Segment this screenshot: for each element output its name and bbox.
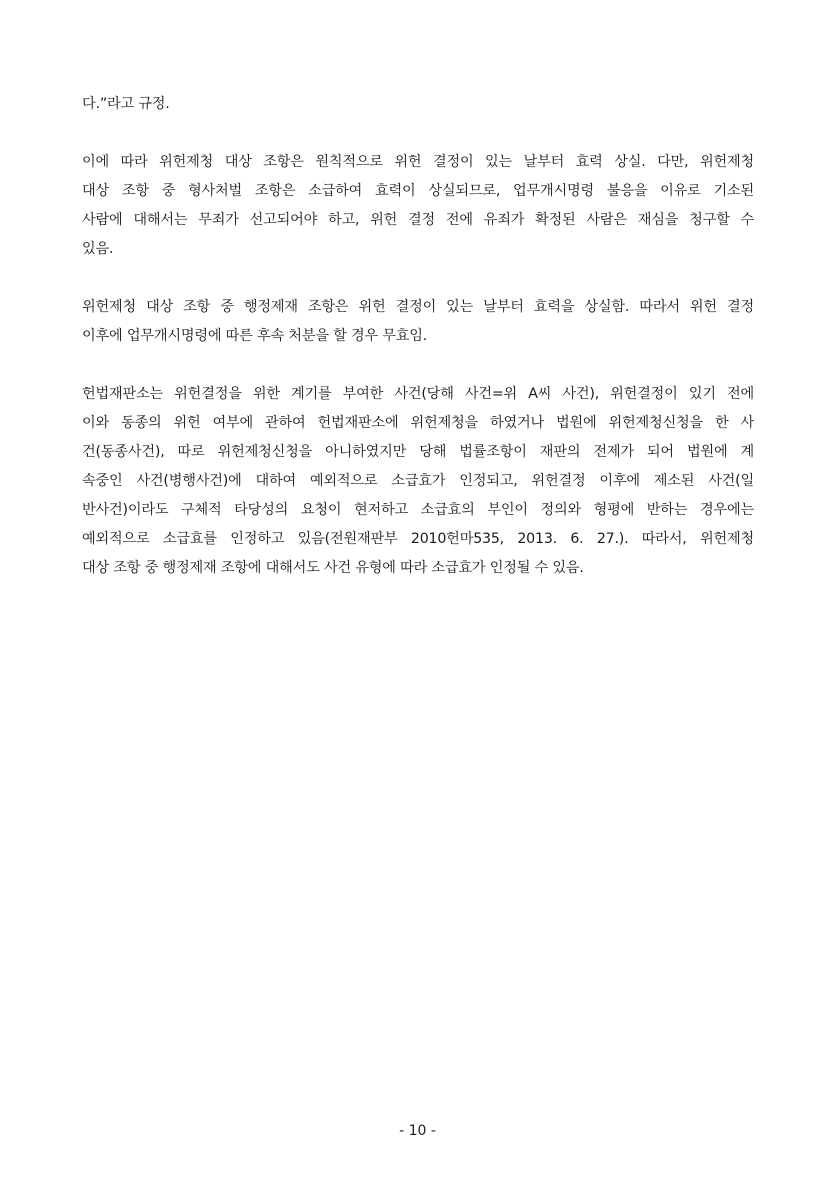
text-line: 이와 동종의 위헌 여부에 관하여 헌법재판소에 위헌제청을 하였거나 법원에 위헌제청신청을 한 사 — [82, 415, 754, 431]
paragraph-3 — [82, 293, 754, 351]
text-line: 반사건)이라도 구체적 타당성의 요청이 현저하고 소급효의 부인이 정의와 형평에 반하는 경우에는 — [82, 502, 754, 518]
text-line: 위헌제청 대상 조항 중 행정제재 조항은 위헌 결정이 있는 날부터 효력을 상실함. 따라서 위헌 결정 — [82, 299, 754, 315]
paragraph-gap — [82, 119, 754, 148]
document-body — [82, 90, 754, 583]
text-line: 이에 따라 위헌제청 대상 조항은 원칙적으로 위헌 결정이 있는 날부터 효력 상실. 다만, 위헌제청 — [82, 154, 754, 170]
paragraph-2 — [82, 148, 754, 264]
text-line: 예외적으로 소급효를 인정하고 있음(전원재판부 2010헌마535, 2013. 6. 27.). 따라서, 위헌제청 — [82, 531, 754, 547]
paragraph-gap — [82, 264, 754, 293]
text-line: 헌법재판소는 위헌결정을 위한 계기를 부여한 사건(당해 사건=위 A씨 사건), 위헌결정이 있기 전에 — [82, 386, 754, 402]
text-line: 이후에 업무개시명령에 따른 후속 처분을 할 경우 무효임. — [82, 328, 428, 344]
page-number: - 10 - — [399, 1123, 436, 1139]
text-line: 건(동종사건), 따로 위헌제청신청을 아니하였지만 당해 법률조항이 재판의 전제가 되어 법원에 계 — [82, 444, 754, 460]
text-line: 다.”라고 규정. — [82, 96, 170, 112]
text-line: 속중인 사건(병행사건)에 대하여 예외적으로 소급효가 인정되고, 위헌결정 이후에 제소된 사건(일 — [82, 473, 754, 489]
text-line: 있음. — [82, 241, 114, 257]
text-line: 대상 조항 중 행정제재 조항에 대해서도 사건 유형에 따라 소급효가 인정될 수 있음. — [82, 560, 584, 576]
paragraph-4 — [82, 380, 754, 583]
text-line: 사람에 대해서는 무죄가 선고되어야 하고, 위헌 결정 전에 유죄가 확정된 사람은 재심을 청구할 수 — [82, 212, 754, 228]
paragraph-gap — [82, 351, 754, 380]
text-line: 대상 조항 중 형사처벌 조항은 소급하여 효력이 상실되므로, 업무개시명령 불응을 이유로 기소된 — [82, 183, 754, 199]
paragraph-1 — [82, 90, 754, 119]
